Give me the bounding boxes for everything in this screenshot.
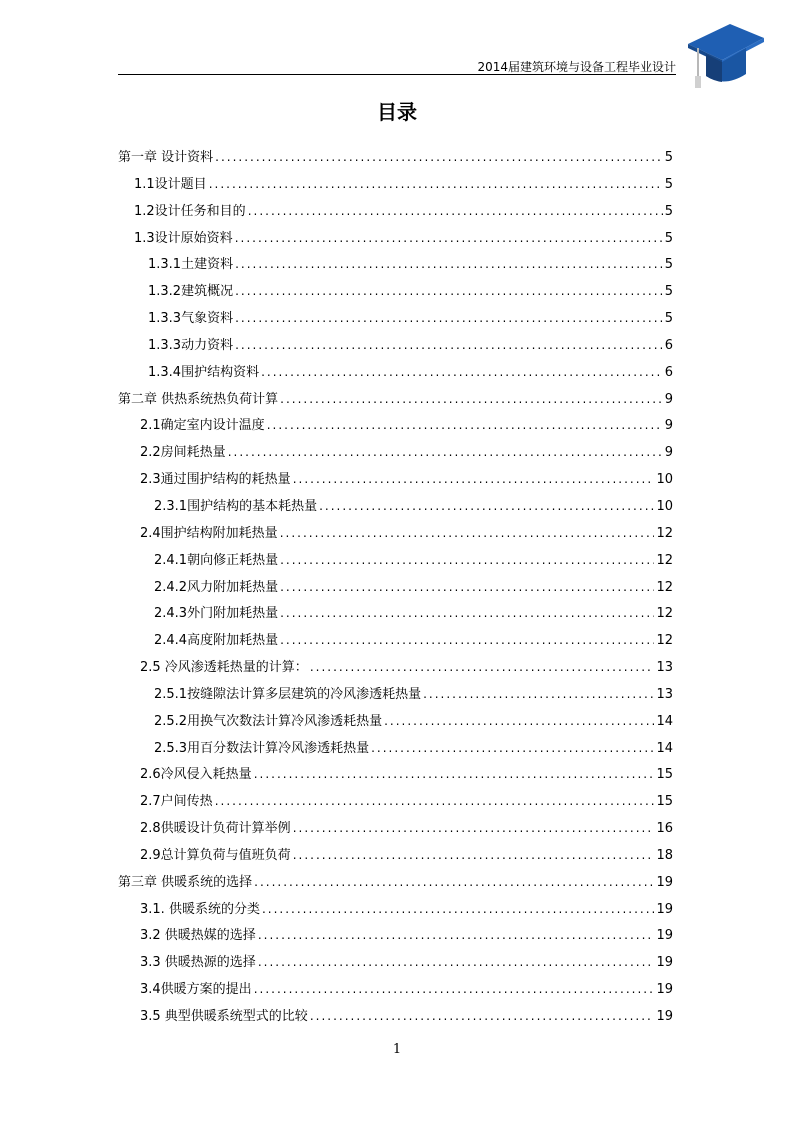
toc-entry[interactable] [118, 171, 673, 198]
toc-entry-label: 2.6冷风侵入耗热量 [140, 767, 252, 783]
toc-entry-page: 12 [656, 633, 673, 649]
toc-entry-page: 9 [664, 445, 673, 461]
toc-dot-leader [261, 359, 663, 386]
toc-entry-page: 13 [656, 686, 673, 702]
toc-entry-page: 5 [664, 257, 673, 273]
header-title: 2014届建筑环境与设备工程毕业设计 [477, 60, 676, 74]
toc-entry[interactable] [118, 412, 673, 439]
toc-entry-label: 3.1. 供暖系统的分类 [140, 901, 260, 917]
toc-entry[interactable] [118, 708, 673, 735]
toc-entry-page: 5 [664, 311, 673, 327]
toc-entry-label: 1.3.3动力资料 [148, 337, 234, 353]
toc-dot-leader [254, 869, 654, 896]
toc-entry-page: 14 [656, 740, 673, 756]
toc-entry[interactable] [118, 144, 673, 171]
toc-entry[interactable] [118, 520, 673, 547]
toc-entry[interactable] [118, 493, 673, 520]
toc-list [118, 144, 673, 1030]
toc-entry-page: 16 [656, 821, 673, 837]
toc-dot-leader [235, 225, 663, 252]
toc-dot-leader [293, 842, 655, 869]
toc-entry[interactable] [118, 574, 673, 601]
toc-entry-page: 19 [656, 874, 673, 890]
toc-entry-page: 13 [656, 660, 673, 676]
toc-dot-leader [209, 171, 663, 198]
toc-entry[interactable] [118, 654, 673, 681]
toc-entry[interactable] [118, 198, 673, 225]
toc-dot-leader [293, 815, 655, 842]
toc-entry[interactable] [118, 439, 673, 466]
toc-entry-label: 1.3.2建筑概况 [148, 284, 234, 300]
toc-dot-leader [384, 708, 654, 735]
toc-entry-page: 19 [656, 901, 673, 917]
toc-entry[interactable] [118, 332, 673, 359]
toc-entry-page: 18 [656, 847, 673, 863]
toc-entry-page: 9 [664, 391, 673, 407]
toc-entry-label: 2.4.2风力附加耗热量 [154, 579, 279, 595]
toc-entry[interactable] [118, 681, 673, 708]
toc-dot-leader [267, 412, 663, 439]
toc-entry-label: 2.5.3用百分数法计算冷风渗透耗热量 [154, 740, 370, 756]
toc-entry[interactable] [118, 842, 673, 869]
toc-dot-leader [310, 654, 655, 681]
toc-entry-label: 2.4.3外门附加耗热量 [154, 606, 279, 622]
toc-entry[interactable] [118, 466, 673, 493]
toc-entry-page: 6 [664, 337, 673, 353]
toc-entry-page: 9 [664, 418, 673, 434]
toc-entry[interactable] [118, 922, 673, 949]
header-rule [118, 74, 676, 75]
toc-entry-page: 5 [664, 203, 673, 219]
toc-entry-page: 5 [664, 230, 673, 246]
toc-entry-page: 10 [656, 498, 673, 514]
toc-dot-leader [262, 896, 655, 923]
toc-entry-label: 2.2房间耗热量 [140, 445, 226, 461]
toc-entry-page: 12 [656, 606, 673, 622]
toc-dot-leader [280, 574, 654, 601]
toc-entry[interactable] [118, 735, 673, 762]
toc-dot-leader [254, 761, 655, 788]
toc-entry-label: 2.8供暖设计负荷计算举例 [140, 821, 291, 837]
toc-entry-page: 19 [656, 955, 673, 971]
toc-entry-label: 2.3.1围护结构的基本耗热量 [154, 498, 318, 514]
toc-dot-leader [235, 305, 663, 332]
toc-entry[interactable] [118, 1003, 673, 1030]
toc-entry-page: 15 [656, 794, 673, 810]
toc-dot-leader [248, 198, 663, 225]
toc-entry[interactable] [118, 896, 673, 923]
toc-entry[interactable] [118, 305, 673, 332]
toc-entry-page: 6 [664, 364, 673, 380]
toc-entry[interactable] [118, 627, 673, 654]
toc-entry-label: 2.5.2用换气次数法计算冷风渗透耗热量 [154, 713, 383, 729]
toc-entry[interactable] [118, 278, 673, 305]
toc-entry-page: 10 [656, 472, 673, 488]
toc-entry[interactable] [118, 547, 673, 574]
toc-dot-leader [280, 547, 654, 574]
toc-entry-label: 1.3.4围护结构资料 [148, 364, 260, 380]
toc-entry-page: 14 [656, 713, 673, 729]
toc-entry-label: 2.3通过围护结构的耗热量 [140, 472, 291, 488]
toc-entry-label: 3.5 典型供暖系统型式的比较 [140, 1009, 308, 1024]
toc-dot-leader [235, 278, 663, 305]
toc-dot-leader [258, 922, 655, 949]
toc-entry[interactable] [118, 386, 673, 413]
toc-entry-label: 3.4供暖方案的提出 [140, 982, 252, 998]
toc-entry-page: 12 [656, 579, 673, 595]
toc-entry-page: 15 [656, 767, 673, 783]
toc-entry-label: 第一章 设计资料 [118, 150, 214, 165]
toc-dot-leader [280, 386, 663, 413]
toc-entry[interactable] [118, 815, 673, 842]
toc-dot-leader [235, 332, 663, 359]
toc-entry-label: 2.4.4高度附加耗热量 [154, 633, 279, 649]
toc-dot-leader [319, 493, 654, 520]
toc-entry-label: 3.3 供暖热源的选择 [140, 955, 256, 971]
toc-entry[interactable] [118, 251, 673, 278]
toc-dot-leader [423, 681, 654, 708]
toc-entry-label: 3.2 供暖热媒的选择 [140, 928, 256, 944]
toc-dot-leader [293, 466, 655, 493]
toc-entry[interactable] [118, 949, 673, 976]
toc-entry-label: 1.1设计题目 [134, 176, 207, 192]
toc-dot-leader [254, 976, 655, 1003]
toc-entry[interactable] [118, 761, 673, 788]
toc-entry[interactable] [118, 788, 673, 815]
toc-entry-page: 5 [664, 150, 673, 165]
toc-entry[interactable] [118, 225, 673, 252]
toc-dot-leader [280, 627, 654, 654]
toc-entry-label: 第三章 供暖系统的选择 [118, 874, 253, 890]
toc-dot-leader [228, 439, 663, 466]
toc-entry-page: 19 [656, 982, 673, 998]
toc-dot-leader [215, 144, 663, 171]
toc-entry-page: 5 [664, 284, 673, 300]
toc-entry-label: 2.9总计算负荷与值班负荷 [140, 847, 291, 863]
toc-dot-leader [258, 949, 655, 976]
toc-entry[interactable] [118, 600, 673, 627]
toc-dot-leader [310, 1003, 655, 1030]
toc-dot-leader [280, 520, 655, 547]
toc-entry-label: 2.5.1按缝隙法计算多层建筑的冷风渗透耗热量 [154, 686, 422, 702]
page-number: 1 [392, 1042, 402, 1057]
toc-entry[interactable] [118, 976, 673, 1003]
toc-entry-label: 1.3.3气象资料 [148, 311, 234, 327]
toc-entry-page: 5 [664, 176, 673, 192]
toc-entry-label: 第二章 供热系统热负荷计算 [118, 391, 279, 407]
toc-entry-page: 19 [656, 1009, 673, 1024]
toc-entry-label: 2.4围护结构附加耗热量 [140, 525, 278, 541]
toc-entry-page: 12 [656, 525, 673, 541]
toc-entry-label: 1.2设计任务和目的 [134, 203, 246, 219]
toc-entry[interactable] [118, 869, 673, 896]
toc-dot-leader [215, 788, 655, 815]
toc-entry-label: 2.1确定室内设计温度 [140, 418, 265, 434]
toc-dot-leader [235, 251, 663, 278]
toc-entry-label: 1.3.1土建资料 [148, 257, 234, 273]
graduation-cap-icon [684, 18, 766, 90]
toc-entry-page: 12 [656, 552, 673, 568]
toc-entry-label: 2.7户间传热 [140, 794, 213, 810]
toc-entry-page: 19 [656, 928, 673, 944]
toc-dot-leader [371, 735, 654, 762]
toc-entry-label: 2.5 冷风渗透耗热量的计算： [140, 660, 308, 676]
toc-dot-leader [280, 600, 654, 627]
toc-title: 目录 [377, 100, 417, 124]
toc-entry[interactable] [118, 359, 673, 386]
toc-entry-label: 1.3设计原始资料 [134, 230, 233, 246]
toc-entry-label: 2.4.1朝向修正耗热量 [154, 552, 279, 568]
